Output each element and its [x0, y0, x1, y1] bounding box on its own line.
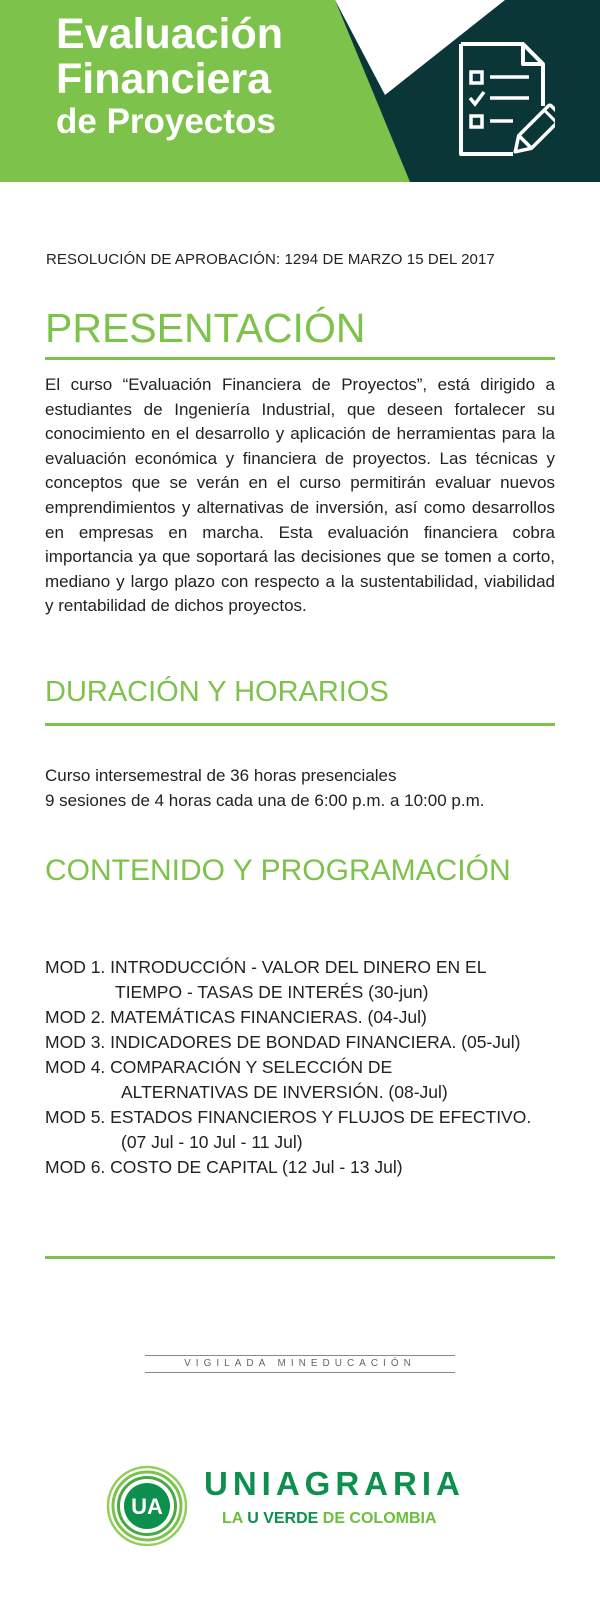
- module-4-continued: ALTERNATIVAS DE INVERSIÓN. (08-Jul): [121, 1082, 448, 1102]
- module-4: MOD 4. COMPARACIÓN Y SELECCIÓN DE: [45, 1057, 393, 1077]
- title-line-2: Financiera: [56, 55, 272, 103]
- vigilada-mineducacion: VIGILADA MINEDUCACIÓN: [145, 1355, 455, 1373]
- module-1: MOD 1. INTRODUCCIÓN - VALOR DEL DINERO EN EL: [45, 957, 487, 977]
- tagline-part-1: LA: [222, 1510, 248, 1527]
- title-line-3: de Proyectos: [56, 102, 276, 141]
- checklist-document-pencil-icon: [455, 40, 555, 160]
- duracion-divider: [45, 723, 555, 726]
- module-5: MOD 5. ESTADOS FINANCIEROS Y FLUJOS DE EFECTIVO.: [45, 1107, 532, 1127]
- uniagraria-logo-icon: [106, 1465, 188, 1547]
- tagline-part-3: DE COLOMBIA: [318, 1510, 437, 1527]
- brand-name: UNIAGRARIA: [204, 1465, 465, 1502]
- module-2: MOD 2. MATEMÁTICAS FINANCIERAS. (04-Jul): [45, 1007, 427, 1027]
- presentacion-divider: [45, 357, 555, 360]
- header-banner: [0, 0, 600, 182]
- page-title: [56, 12, 283, 141]
- presentacion-body: El curso “Evaluación Financiera de Proyectos”, está dirigido a estudiantes de Ingeniería Industrial, que deseen fortalecer su conocimiento en el desarrollo y aplicación de herramientas para la evaluación económica y financiera de proyectos. Las técnicas y conceptos que se verán en el curso permitirán evaluar nuevos emprendimientos y alternativas de inversión, así como desarrollos en empresas en marcha. Esta evaluación financiera cobra importancia ya que soportará las decisiones que se tomen a corto, mediano y largo plazo con respecto a la sustentabilidad, viabilidad y rentabilidad de dichos proyectos.: [45, 375, 555, 616]
- module-6: MOD 6. COSTO DE CAPITAL (12 Jul - 13 Jul): [45, 1157, 403, 1177]
- module-5-continued: (07 Jul - 10 Jul - 11 Jul): [121, 1132, 303, 1152]
- duracion-heading: DURACIÓN Y HORARIOS: [45, 676, 389, 708]
- duracion-line-2: 9 sesiones de 4 horas cada una de 6:00 p.m. a 10:00 p.m.: [45, 791, 485, 810]
- resolution-text: RESOLUCIÓN DE APROBACIÓN: 1294 DE MARZO 15 DEL 2017: [46, 251, 495, 268]
- brand-tagline: [222, 1510, 437, 1528]
- presentacion-heading: PRESENTACIÓN: [45, 305, 366, 351]
- modules-list: [45, 955, 531, 1180]
- title-line-1: Evaluación: [56, 10, 284, 58]
- duracion-details: [45, 763, 484, 813]
- duracion-line-1: Curso intersemestral de 36 horas presenciales: [45, 766, 397, 785]
- module-3: MOD 3. INDICADORES DE BONDAD FINANCIERA. (05-Jul): [45, 1032, 521, 1052]
- tagline-part-2: U VERDE: [247, 1510, 319, 1527]
- logo-initials: UA: [131, 1494, 163, 1519]
- contenido-heading: CONTENIDO Y PROGRAMACIÓN: [45, 854, 511, 887]
- module-1-continued: TIEMPO - TASAS DE INTERÉS (30-jun): [115, 982, 429, 1002]
- footer-divider: [45, 1256, 555, 1259]
